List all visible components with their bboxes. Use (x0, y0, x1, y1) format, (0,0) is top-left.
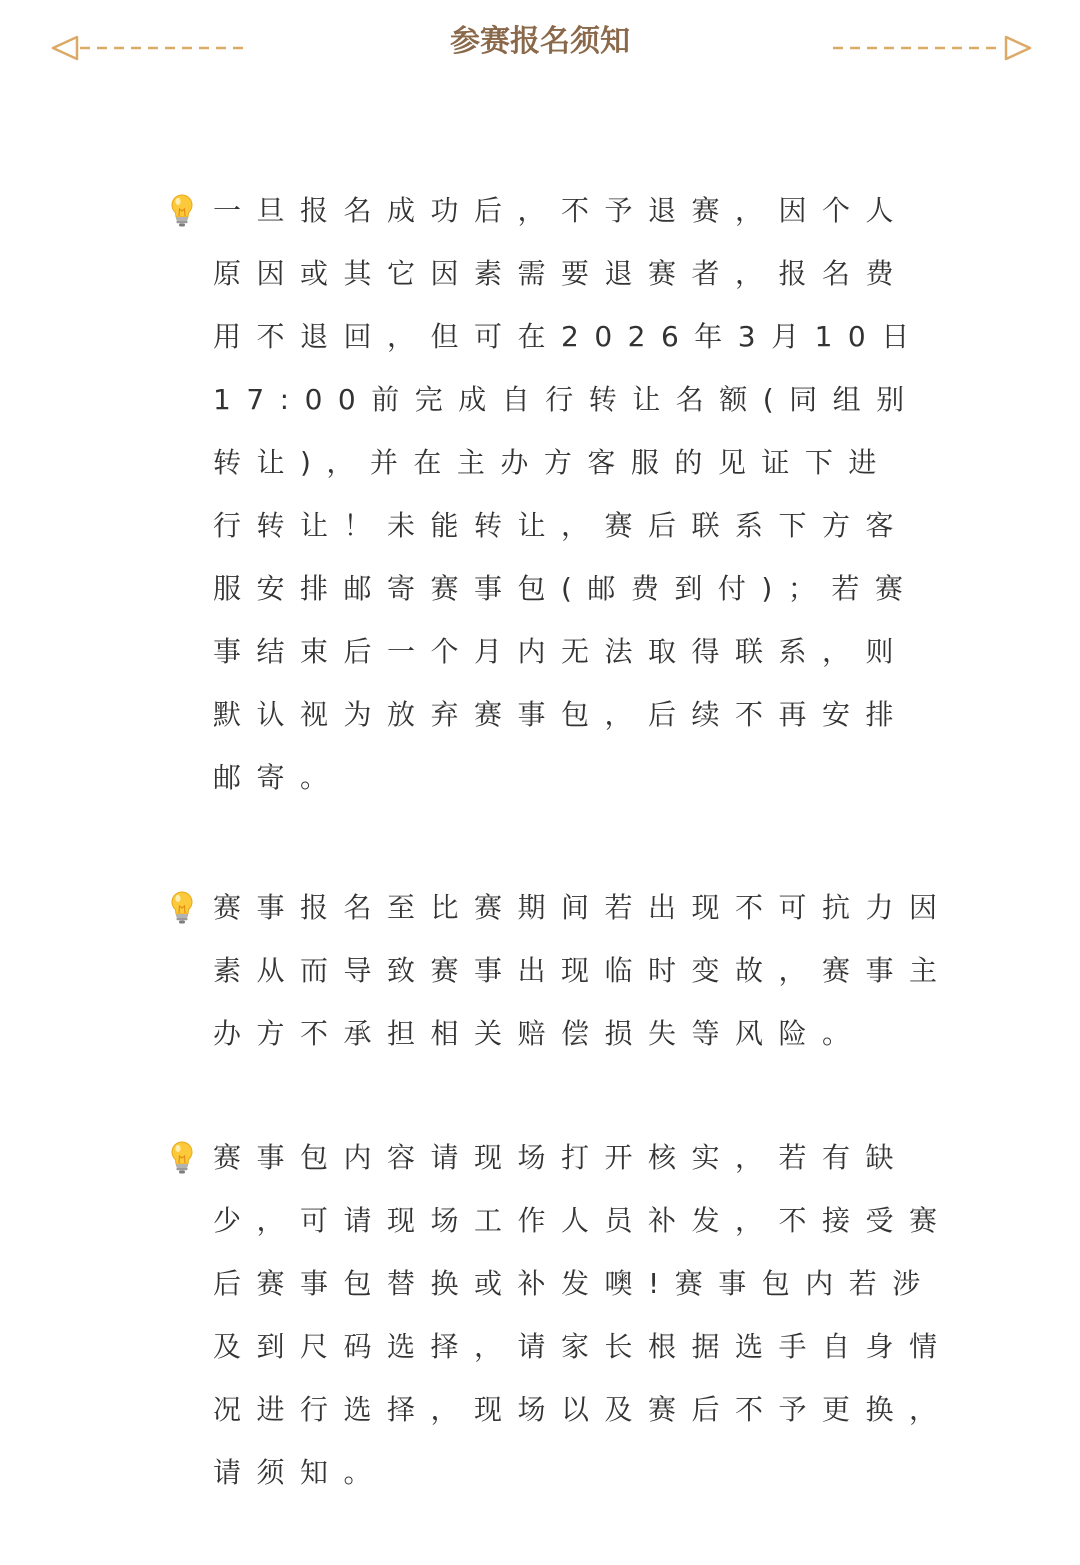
notice-line: 一旦报名成功后，不予退赛，因个人 (213, 194, 910, 227)
lightbulb-icon (167, 890, 197, 926)
notice-line: 事结束后一个月内无法取得联系，则 (213, 635, 910, 668)
notice-line: 赛事包内容请现场打开核实，若有缺 (213, 1141, 910, 1174)
notice-line: 原因或其它因素需要退赛者，报名费 (213, 257, 910, 290)
notice-line: 行转让！未能转让，赛后联系下方客 (213, 509, 910, 542)
notice-line: 赛事报名至比赛期间若出现不可抗力因 (213, 891, 953, 924)
notice-item (213, 876, 1013, 1065)
notice-line: 况进行选择，现场以及赛后不予更换， (213, 1393, 953, 1426)
notice-line: 默认视为放弃赛事包，后续不再安排 (213, 698, 910, 731)
notice-line: 少，可请现场工作人员补发，不接受赛 (213, 1204, 953, 1237)
notice-line: 转让)，并在主办方客服的见证下进 (213, 446, 892, 479)
page-title: 参赛报名须知 (450, 24, 630, 59)
lightbulb-icon (167, 1140, 197, 1176)
notice-line: 服安排邮寄赛事包(邮费到付)；若赛 (213, 572, 919, 605)
notice-line: 素从而导致赛事出现临时变故，赛事主 (213, 954, 953, 987)
lightbulb-icon (167, 193, 197, 229)
notice-line: 17:00前完成自行转让名额(同组别 (213, 383, 920, 416)
notice-item (213, 1126, 1013, 1504)
notice-line: 请须知。 (213, 1456, 388, 1489)
notice-line: 邮寄。 (213, 761, 344, 794)
right-triangle-icon (1006, 37, 1030, 59)
notice-item (213, 179, 1013, 809)
notice-line: 及到尺码选择，请家长根据选手自身情 (213, 1330, 953, 1363)
notice-line: 后赛事包替换或补发噢!赛事包内若涉 (213, 1267, 936, 1300)
right-arrow-decoration (830, 34, 1034, 62)
notice-line: 用不退回，但可在2026年3月10日 (213, 320, 925, 353)
page-header (0, 0, 1080, 90)
notice-line: 办方不承担相关赔偿损失等风险。 (213, 1017, 866, 1050)
